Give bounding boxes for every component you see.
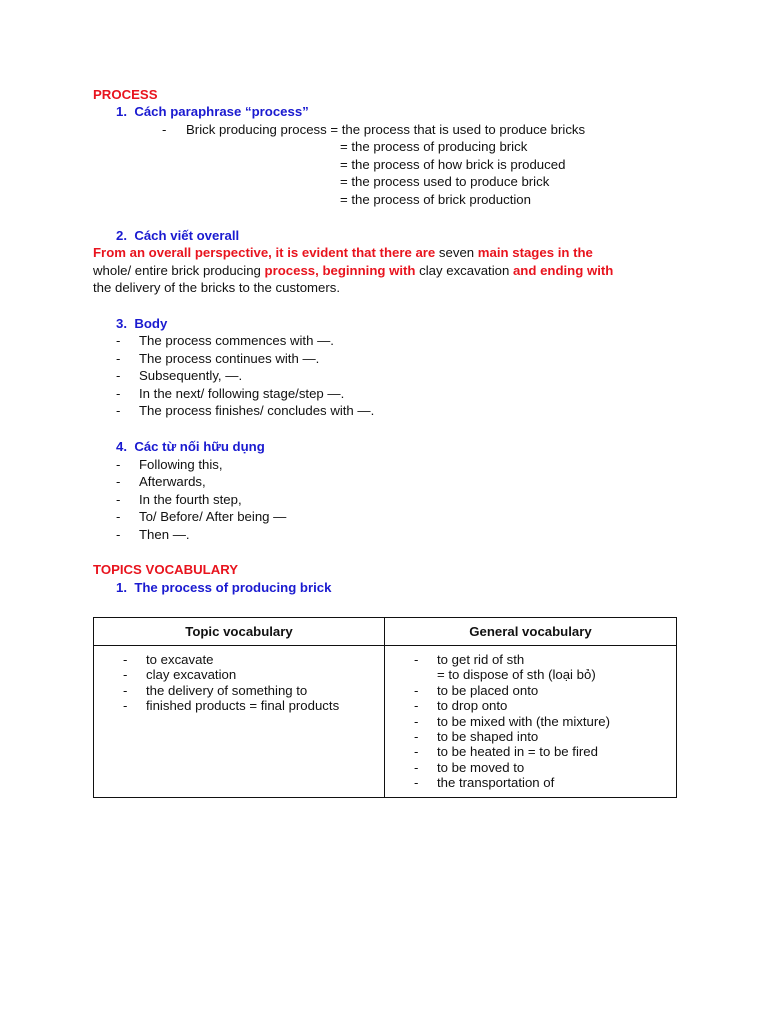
list-dash: - [414,760,419,775]
list-item: to be placed onto [437,683,539,698]
list-dash: - [116,509,121,524]
list-dash: - [414,744,419,759]
list-item: = to dispose of sth (loại bỏ) [437,667,596,682]
list-item: Following this, [139,457,223,472]
list-item: clay excavation [146,667,237,682]
list-dash: - [116,403,121,418]
paraphrase-alt: = the process used to produce brick [340,174,550,189]
column-header-general: General vocabulary [385,618,677,646]
process-heading: PROCESS [93,87,158,102]
list-dash: - [123,652,128,667]
table-row [94,646,677,798]
paraphrase-alt: = the process of how brick is produced [340,157,566,172]
section-1-title: 1. Cách paraphrase “process” [116,104,309,119]
list-dash: - [116,474,121,489]
overall-text: whole/ entire brick producing [93,263,265,278]
list-item: The process finishes/ concludes with —. [139,403,375,418]
list-dash: - [116,333,121,348]
overall-line-1 [93,245,593,261]
list-dash: - [116,351,121,366]
list-dash: - [116,386,121,401]
list-item: to be mixed with (the mixture) [437,714,610,729]
list-item: to be heated in = to be fired [437,744,598,759]
list-item: In the fourth step, [139,492,242,507]
list-item: to excavate [146,652,214,667]
list-item: Subsequently, —. [139,368,243,383]
list-dash: - [414,683,419,698]
list-dash: - [116,457,121,472]
topics-section-1-title: 1. The process of producing brick [116,580,332,595]
paraphrase-dash: - [162,122,167,137]
list-dash: - [414,775,419,790]
list-item: The process commences with —. [139,333,334,348]
list-dash: - [116,527,121,542]
overall-phrase: main stages in the [477,245,593,260]
list-item: to get rid of sth [437,652,525,667]
list-dash: - [116,492,121,507]
paraphrase-alt: = the process of brick production [340,192,531,207]
topics-heading: TOPICS VOCABULARY [93,562,239,577]
list-item: Then —. [139,527,190,542]
table-header-row [94,618,677,646]
list-item: finished products = final products [146,698,340,713]
overall-text: clay excavation [415,263,513,278]
section-2-title: 2. Cách viết overall [116,228,240,243]
list-item: To/ Before/ After being — [139,509,287,524]
overall-line-2 [93,263,613,279]
overall-text: seven [435,245,478,260]
list-dash: - [123,667,128,682]
list-dash: - [414,729,419,744]
overall-line-3: the delivery of the bricks to the customers. [93,280,341,295]
list-dash: - [123,683,128,698]
list-item: the transportation of [437,775,555,790]
section-3-title: 3. Body [116,316,168,331]
vocabulary-table [93,617,677,798]
list-dash: - [414,698,419,713]
list-dash: - [414,652,419,667]
overall-phrase: From an overall perspective, it is evident that there are [93,245,436,260]
paraphrase-first: Brick producing process = the process that is used to produce bricks [186,122,586,137]
list-dash: - [116,368,121,383]
list-item: The process continues with —. [139,351,320,366]
column-header-topic: Topic vocabulary [94,618,385,646]
list-item: Afterwards, [139,474,206,489]
list-dash: - [123,698,128,713]
topic-vocabulary-cell [94,646,385,798]
section-4-title: 4. Các từ nối hữu dụng [116,439,265,454]
list-item: In the next/ following stage/step —. [139,386,345,401]
list-item: the delivery of something to [146,683,308,698]
list-item: to drop onto [437,698,508,713]
list-item: to be moved to [437,760,525,775]
general-vocabulary-cell [385,646,677,798]
overall-phrase: and ending with [512,263,614,278]
overall-phrase: process, beginning with [264,263,416,278]
list-dash: - [414,714,419,729]
list-item: to be shaped into [437,729,539,744]
paraphrase-alt: = the process of producing brick [340,139,528,154]
